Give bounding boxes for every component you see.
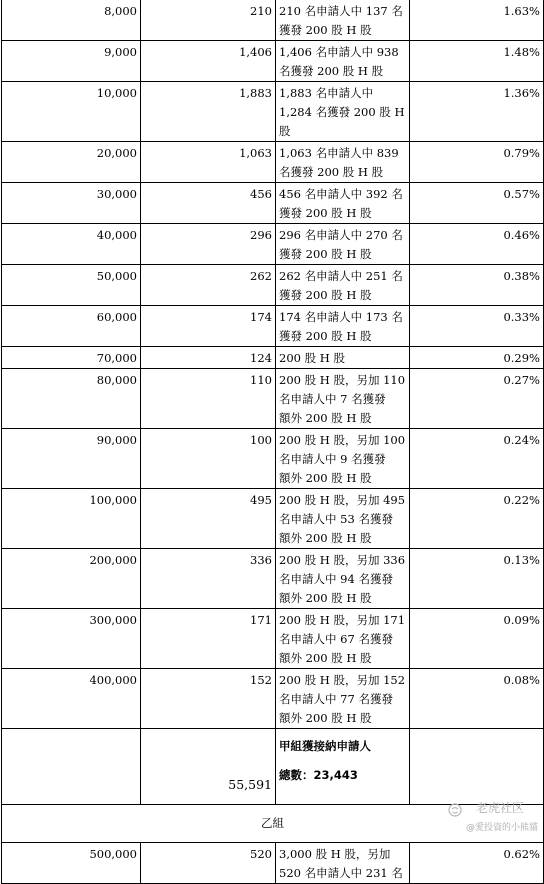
shares-applied-cell: 500,000: [2, 843, 141, 884]
allotment-percentage-cell: 0.08%: [410, 669, 544, 729]
valid-applications-cell: 171: [141, 609, 276, 669]
shares-applied-cell: 300,000: [2, 609, 141, 669]
basis-cell: [276, 82, 410, 142]
basis-cell: [276, 369, 410, 429]
valid-applications-cell: 1,063: [141, 142, 276, 183]
allotment-percentage-cell: 0.09%: [410, 609, 544, 669]
allotment-percentage-cell: 0.62%: [410, 843, 544, 884]
valid-applications-cell: 262: [141, 265, 276, 306]
basis-line: 262 名申請人中 251 名: [279, 269, 403, 283]
basis-line: 名申請人中 67 名獲發: [279, 632, 393, 646]
basis-line: 456 名申請人中 392 名: [279, 187, 403, 201]
tiger-logo-icon: [448, 803, 462, 817]
valid-applications-cell: 210: [141, 0, 276, 41]
allotment-percentage-cell: 0.38%: [410, 265, 544, 306]
allotment-percentage-cell: 1.63%: [410, 0, 544, 41]
basis-line: 獲發 200 股 H 股: [279, 329, 372, 343]
valid-applications-cell: 100: [141, 429, 276, 489]
table-row: [2, 609, 544, 669]
table-row: [2, 549, 544, 609]
valid-applications-cell: 336: [141, 549, 276, 609]
basis-line: 名申請人中 94 名獲發: [279, 572, 393, 586]
summary-empty-cell: [2, 729, 141, 805]
allotment-percentage-cell: 0.22%: [410, 489, 544, 549]
basis-line: 獲發 200 股 H 股: [279, 206, 372, 220]
basis-cell: [276, 265, 410, 306]
table-row: [2, 142, 544, 183]
shares-applied-cell: 400,000: [2, 669, 141, 729]
table-row: [2, 669, 544, 729]
basis-line: 名申請人中 7 名獲發: [279, 392, 386, 406]
basis-line: 額外 200 股 H 股: [279, 651, 372, 665]
shares-applied-cell: 9,000: [2, 41, 141, 82]
watermark-brand: 老虎社区: [475, 801, 524, 815]
shares-applied-cell: 30,000: [2, 183, 141, 224]
shares-applied-cell: 40,000: [2, 224, 141, 265]
basis-cell: [276, 41, 410, 82]
table-row: [2, 183, 544, 224]
table-row: [2, 41, 544, 82]
shares-applied-cell: 90,000: [2, 429, 141, 489]
basis-cell: [276, 669, 410, 729]
basis-cell: [276, 489, 410, 549]
shares-applied-cell: 60,000: [2, 306, 141, 347]
basis-line: 名申請人中 53 名獲發: [279, 512, 393, 526]
valid-applications-cell: 1,406: [141, 41, 276, 82]
basis-line: 名申請人中 77 名獲發: [279, 692, 393, 706]
valid-applications-cell: 124: [141, 347, 276, 369]
valid-applications-cell: 495: [141, 489, 276, 549]
table-row: [2, 843, 544, 884]
basis-line: 3,000 股 H 股，另加: [279, 847, 391, 861]
basis-line: 200 股 H 股，另加 495: [279, 493, 406, 507]
allotment-percentage-cell: 1.36%: [410, 82, 544, 142]
basis-line: 296 名申請人中 270 名: [279, 228, 403, 242]
summary-label: 甲組獲接納申請人: [279, 739, 371, 753]
summary-total: 總數：23,443: [279, 768, 358, 782]
shares-applied-cell: 70,000: [2, 347, 141, 369]
basis-line: 1,883 名申請人中: [279, 86, 374, 100]
allotment-percentage-cell: 1.48%: [410, 41, 544, 82]
basis-line: 200 股 H 股: [279, 351, 345, 365]
shares-applied-cell: 200,000: [2, 549, 141, 609]
valid-applications-cell: 520: [141, 843, 276, 884]
basis-line: 額外 200 股 H 股: [279, 471, 372, 485]
basis-cell: [276, 306, 410, 347]
basis-cell: [276, 843, 410, 884]
valid-applications-cell: 152: [141, 669, 276, 729]
shares-applied-cell: 50,000: [2, 265, 141, 306]
valid-applications-cell: 296: [141, 224, 276, 265]
allotment-percentage-cell: 0.29%: [410, 347, 544, 369]
basis-cell: [276, 347, 410, 369]
section-title: 乙組: [2, 805, 544, 843]
basis-line: 額外 200 股 H 股: [279, 531, 372, 545]
table-row: [2, 82, 544, 142]
basis-line: 200 股 H 股，另加 171: [279, 613, 406, 627]
shares-applied-cell: 8,000: [2, 0, 141, 41]
basis-line: 200 股 H 股，另加 100: [279, 433, 406, 447]
summary-empty-cell: [410, 729, 544, 805]
table-row: [2, 369, 544, 429]
shares-applied-cell: 100,000: [2, 489, 141, 549]
basis-line: 獲發 200 股 H 股: [279, 288, 372, 302]
basis-line: 1,406 名申請人中 938: [279, 45, 399, 59]
basis-line: 520 名申請人中 231 名: [279, 866, 403, 880]
shares-applied-cell: 20,000: [2, 142, 141, 183]
valid-applications-cell: 174: [141, 306, 276, 347]
basis-line: 210 名申請人中 137 名: [279, 4, 403, 18]
basis-line: 1,063 名申請人中 839: [279, 146, 399, 160]
basis-line: 額外 200 股 H 股: [279, 711, 372, 725]
total-applicants-cell: 55,591: [141, 729, 276, 805]
basis-line: 200 股 H 股，另加 110: [279, 373, 406, 387]
basis-cell: [276, 224, 410, 265]
allotment-percentage-cell: 0.57%: [410, 183, 544, 224]
basis-cell: [276, 142, 410, 183]
basis-line: 股: [279, 124, 291, 138]
allotment-percentage-cell: 0.13%: [410, 549, 544, 609]
allotment-percentage-cell: 0.79%: [410, 142, 544, 183]
basis-line: 174 名申請人中 173 名: [279, 310, 403, 324]
shares-applied-cell: 10,000: [2, 82, 141, 142]
table-row: [2, 265, 544, 306]
basis-line: 額外 200 股 H 股: [279, 591, 372, 605]
summary-label-cell: [276, 729, 410, 805]
watermark-handle: @愛投資的小熊貓: [465, 823, 538, 833]
allotment-percentage-cell: 0.46%: [410, 224, 544, 265]
basis-cell: [276, 429, 410, 489]
basis-line: 200 股 H 股，另加 336: [279, 553, 406, 567]
table-row: [2, 0, 544, 41]
allotment-table: [1, 0, 544, 884]
allotment-percentage-cell: 0.33%: [410, 306, 544, 347]
basis-cell: [276, 549, 410, 609]
basis-line: 名獲發 200 股 H 股: [279, 64, 384, 78]
table-row: [2, 489, 544, 549]
allotment-percentage-cell: 0.27%: [410, 369, 544, 429]
table-row: [2, 224, 544, 265]
summary-row: [2, 729, 544, 805]
table-row: [2, 429, 544, 489]
valid-applications-cell: 110: [141, 369, 276, 429]
basis-line: 額外 200 股 H 股: [279, 411, 372, 425]
basis-cell: [276, 0, 410, 41]
basis-line: 獲發 200 股 H 股: [279, 247, 372, 261]
basis-line: 名申請人中 9 名獲發: [279, 452, 386, 466]
table-row: [2, 306, 544, 347]
basis-line: 獲發 200 股 H 股: [279, 23, 372, 37]
valid-applications-cell: 456: [141, 183, 276, 224]
basis-cell: [276, 609, 410, 669]
allotment-percentage-cell: 0.24%: [410, 429, 544, 489]
basis-line: 200 股 H 股，另加 152: [279, 673, 406, 687]
basis-line: 1,284 名獲發 200 股 H: [279, 105, 405, 119]
valid-applications-cell: 1,883: [141, 82, 276, 142]
basis-line: 名獲發 200 股 H 股: [279, 165, 384, 179]
shares-applied-cell: 80,000: [2, 369, 141, 429]
basis-cell: [276, 183, 410, 224]
table-row: [2, 347, 544, 369]
